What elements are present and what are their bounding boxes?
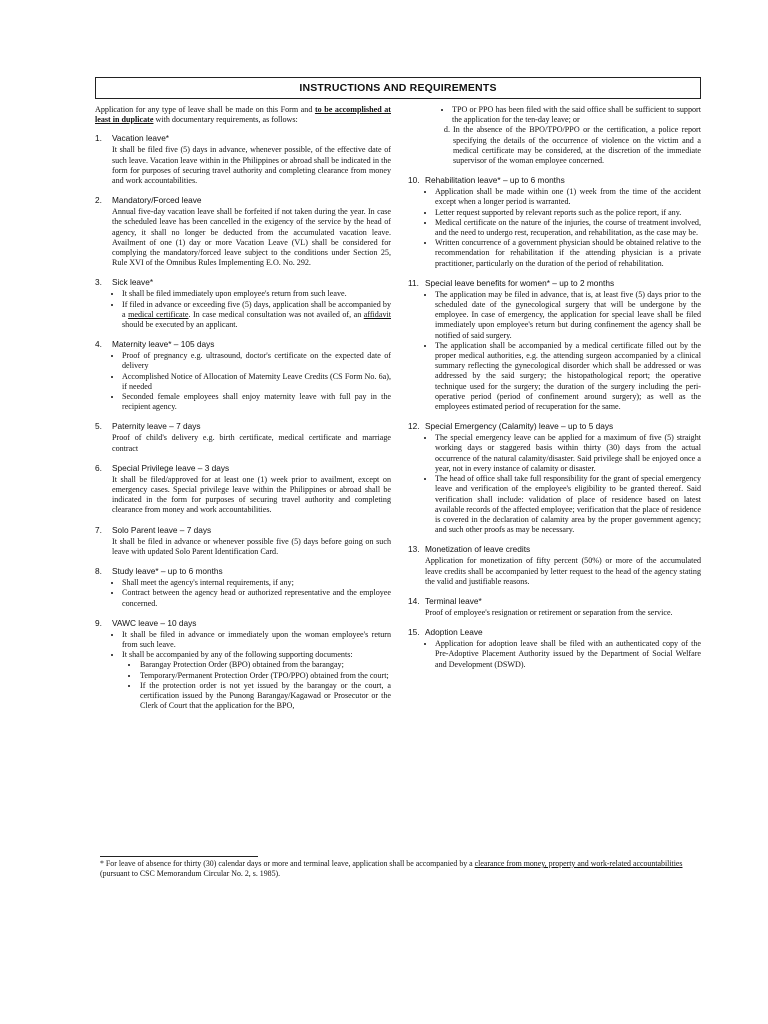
intro-emphasis: to be accomplished at least in duplicate <box>95 105 392 125</box>
footnote-divider <box>100 856 258 857</box>
section-number: 12. <box>408 421 420 432</box>
list-item-continued: • TPO or PPO has been filed with the said office shall be sufficient to support the application for the ten-day leave; or <box>452 105 701 125</box>
section-heading: Rehabilitation leave* – up to 6 months <box>425 175 565 186</box>
section-vawc-leave <box>95 618 391 712</box>
section-number: 3. <box>95 277 102 288</box>
list-item: • The application shall be accompanied by a medical certificate filled out by the proper medical authorities, e.g. the attending surgeon accompanied by a clinical summary reflecting the gynecological disorder which shall be addressed or was addressed by the said surgery; the histopathological report; the operative technique used for the surgery; the duration of the surgery including the peri- operative period (period of confinement around surgery); as well as the employees estimated period of recuperation for the same. <box>435 341 701 412</box>
section-number: 11. <box>408 277 419 288</box>
footnote <box>100 859 690 879</box>
section-special-privilege-leave <box>95 463 391 516</box>
list-item: • Medical certificate on the nature of the injuries, the course of treatment involved, and the need to undergo rest, recuperation, and rehabilitation, as the case may be. <box>435 218 701 238</box>
section-heading: Paternity leave – 7 days <box>112 421 201 432</box>
bullet-list <box>95 289 391 330</box>
section-heading: Adoption Leave <box>425 627 483 638</box>
list-item: • The application may be filed in advance, that is, at least five (5) days prior to the scheduled date of the gynecological surgery that will be undergone by the employee. In case of emergency, the application for special leave shall be filed immediately upon employee's return but during confinement the agency shall be notified of said surgery. <box>435 290 701 341</box>
item-text: . In case medical consultation was not availed of, an <box>188 309 364 319</box>
list-item: • If the protection order is not yet issued by the barangay or the court, a certification issued by the Punong Barangay/Kagawad or Prosecutor or the Clerk of Court that the application for the BPO, <box>139 681 391 712</box>
list-item: • Seconded female employees shall enjoy maternity leave with full pay in the recipient agency. <box>122 392 391 412</box>
item-text: If filed in advance or exceeding five (5) days, application shall be accompanied by a <box>122 299 391 319</box>
section-terminal-leave <box>408 596 701 618</box>
section-number: 13. <box>408 544 420 555</box>
section-monetization <box>408 544 701 587</box>
bullet-list <box>408 187 701 269</box>
section-number: 7. <box>95 524 102 535</box>
section-heading: Study leave* – up to 6 months <box>112 566 223 577</box>
list-item: • It shall be filed in advance or immediately upon the woman employee's return from such leave. <box>122 630 391 650</box>
section-special-leave-women <box>408 278 701 412</box>
list-item: • Written concurrence of a government physician should be obtained relative to the recommendation for rehabilitation if the attending physician is a private practitioner, particularly on the duration of the period of rehabilitation. <box>435 238 701 269</box>
section-body: It shall be filed/approved for at least one (1) week prior to availment, except on emergency cases. Special privilege leave within the Philippines or abroad shall be indicated in the form for purposes of securing travel authority and completing clearance from money and work accountabilities. <box>112 474 391 515</box>
list-item: • Contract between the agency head or authorized representative and the employee concerned. <box>122 588 391 608</box>
right-column <box>408 105 701 720</box>
bullet-list <box>408 433 701 535</box>
section-body: Proof of employee's resignation or retirement or separation from the service. <box>425 607 673 617</box>
alpha-list <box>122 660 391 711</box>
list-item: • Shall meet the agency's internal requirements, if any; <box>122 578 391 588</box>
section-number: 1. <box>95 133 102 144</box>
list-item: • Letter request supported by relevant reports such as the police report, if any. <box>435 208 701 218</box>
section-number: 6. <box>95 462 102 473</box>
section-heading: Monetization of leave credits <box>425 544 531 555</box>
list-item: • Proof of pregnancy e.g. ultrasound, doctor's certificate on the expected date of delivery <box>122 351 391 371</box>
section-sick-leave <box>95 277 391 330</box>
item-text: It shall be accompanied by any of the following supporting documents: <box>122 650 353 660</box>
section-number: 9. <box>95 617 102 628</box>
section-heading: Vacation leave* <box>112 133 170 144</box>
section-heading: Special Privilege leave – 3 days <box>112 462 230 473</box>
section-rehabilitation-leave <box>408 175 701 269</box>
section-vawc-continued <box>408 105 701 166</box>
underlined-term: affidavit <box>363 309 391 319</box>
section-number: 5. <box>95 421 102 432</box>
list-item: • Accomplished Notice of Allocation of Maternity Leave Credits (CS Form No. 6a), if needed <box>122 372 391 392</box>
bullet-list <box>408 639 701 670</box>
section-body: It shall be filed in advance or whenever possible five (5) days before going on such leave with updated Solo Parent Identification Card. <box>112 536 391 556</box>
section-heading: Special leave benefits for women* – up to 2 months <box>425 277 615 288</box>
intro-paragraph <box>95 105 391 125</box>
list-item: • The special emergency leave can be applied for a maximum of five (5) straight working days or staggered basis within thirty (30) days from the actual occurrence of the natural calamity/disaster. Said privilege shall be enjoyed once a year, not in every instance of calamity or disaster. <box>435 433 701 474</box>
section-number: 15. <box>408 627 420 638</box>
bullet-list <box>95 351 391 412</box>
footnote-underlined: clearance from money, property and work-related accountabilities <box>474 859 683 868</box>
bullet-list <box>95 630 391 712</box>
section-heading: VAWC leave – 10 days <box>112 617 197 628</box>
list-item: • Application for adoption leave shall be filed with an authenticated copy of the Pre-Adoptive Placement Authority issued by the Department of Social Welfare and Development (DSWD). <box>435 639 701 670</box>
list-item: d. In the absence of the BPO/TPO/PPO or the certification, a police report specifying the details of the occurrence of violence on the victim and a medical certificate may be considered, at the discretion of the immediate supervisor of the woman employee concerned. <box>452 125 701 166</box>
bullet-list <box>95 578 391 609</box>
section-adoption-leave <box>408 627 701 670</box>
intro-text-end: with documentary requirements, as follows: <box>153 115 298 125</box>
section-special-emergency-leave <box>408 421 701 535</box>
section-heading: Special Emergency (Calamity) leave – up to 5 days <box>425 421 614 432</box>
footnote-text-end: (pursuant to CSC Memorandum Circular No. 2, s. 1985). <box>100 869 281 878</box>
item-text: should be executed by an applicant. <box>122 320 238 330</box>
list-item: • Temporary/Permanent Protection Order (TPO/PPO) obtained from the court; <box>139 671 391 681</box>
page-title: INSTRUCTIONS AND REQUIREMENTS <box>95 77 701 99</box>
section-study-leave <box>95 566 391 609</box>
section-number: 2. <box>95 195 102 206</box>
continued-list <box>408 105 701 125</box>
section-number: 8. <box>95 566 102 577</box>
section-heading: Terminal leave* <box>425 595 482 606</box>
section-body: Proof of child's delivery e.g. birth certificate, medical certificate and marriage contract <box>112 433 391 453</box>
list-item: • It shall be filed immediately upon employee's return from such leave. <box>122 289 391 299</box>
left-column <box>95 105 391 720</box>
section-number: 4. <box>95 339 102 350</box>
list-item: • The head of office shall take full responsibility for the grant of special emergency leave and verification of the employee's eligibility to be granted thereof. Said verification shall include: validation of place of residence based on latest available records of the affected employee; verification that the place of residence is covered in the declaration of calamity area by the proper government agency; and such other proofs as may be necessary. <box>435 474 701 535</box>
section-number: 10. <box>408 175 420 186</box>
section-number: 14. <box>408 595 420 606</box>
list-item: • Application shall be made within one (1) week from the time of the accident except when a longer period is warranted. <box>435 187 701 207</box>
instructions-page <box>95 77 701 720</box>
list-item: • Barangay Protection Order (BPO) obtained from the barangay; <box>139 660 391 670</box>
section-heading: Sick leave* <box>112 277 154 288</box>
alpha-list <box>408 125 701 166</box>
section-body: Application for monetization of fifty percent (50%) or more of the accumulated leave credits shall be accompanied by letter request to the head of the agency stating the valid and justifiable reasons. <box>425 556 701 586</box>
section-mandatory-leave <box>95 195 391 268</box>
section-body: It shall be filed five (5) days in advance, whenever possible, of the effective date of such leave. Vacation leave within in the Philippines or abroad shall be indicated in the form for purposes of securing travel authority and completing clearance from money and work accountabilities. <box>112 145 391 186</box>
list-item <box>122 650 391 711</box>
section-heading: Maternity leave* – 105 days <box>112 339 215 350</box>
section-heading: Mandatory/Forced leave <box>112 195 202 206</box>
section-maternity-leave <box>95 339 391 412</box>
intro-text: Application for any type of leave shall be made on this Form and <box>95 105 315 114</box>
underlined-term: medical certificate <box>128 309 189 319</box>
section-body: Annual five-day vacation leave shall be forfeited if not taken during the year. In case the scheduled leave has been cancelled in the exigency of the service by the head of agency, it shall no longer be deducted from the accumulated vacation leave. Availment of one (1) day or more Vacation Leave (VL) shall be considered for complying the mandatory/forced leave subject to the conditions under Section 25, Rule XVI of the Omnibus Rules Implementing E.O. No. 292. <box>112 207 391 268</box>
bullet-list <box>408 290 701 412</box>
section-heading: Solo Parent leave – 7 days <box>112 524 212 535</box>
section-vacation-leave <box>95 133 391 186</box>
section-solo-parent-leave <box>95 525 391 557</box>
list-item <box>122 300 391 331</box>
section-paternity-leave <box>95 421 391 453</box>
footnote-text: * For leave of absence for thirty (30) calendar days or more and terminal leave, application shall be accompanied by a <box>100 859 475 868</box>
